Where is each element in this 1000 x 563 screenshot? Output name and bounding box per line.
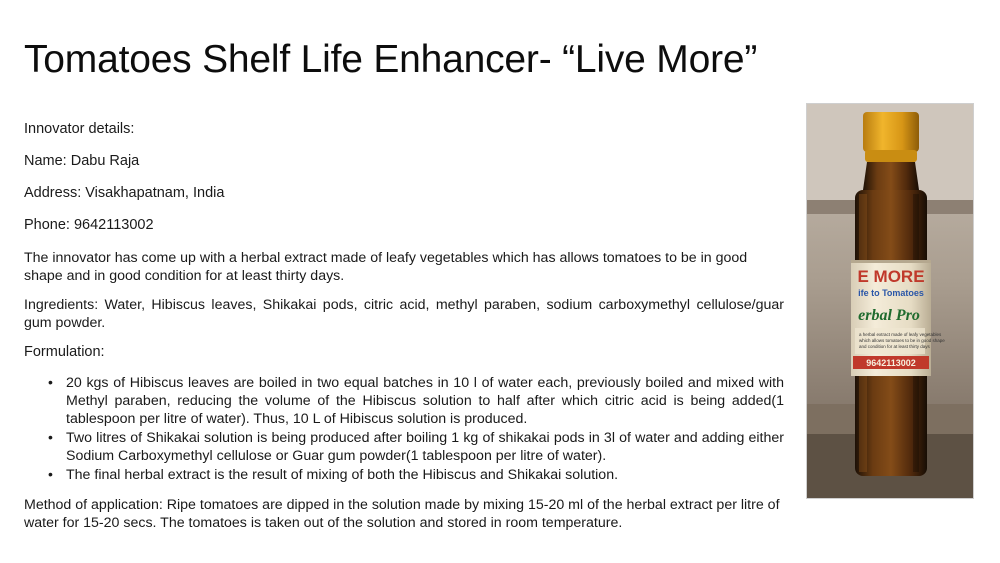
svg-text:a herbal extract made of leafy: a herbal extract made of leafy vegetables xyxy=(859,332,942,337)
svg-text:which allows tomatoes to be in: which allows tomatoes to be in good shape xyxy=(859,338,945,343)
content-column xyxy=(24,120,784,543)
page-title: Tomatoes Shelf Life Enhancer- “Live More” xyxy=(24,38,758,81)
svg-text:E MORE: E MORE xyxy=(857,267,925,286)
bottle-photo-image xyxy=(807,104,973,498)
svg-text:9642113002: 9642113002 xyxy=(866,358,916,368)
summary-paragraph: The innovator has come up with a herbal extract made of leafy vegetables which has allows tomatoes to be in good shape and in good condition for at least thirty days. xyxy=(24,249,748,284)
list-item: • 20 kgs of Hibiscus leaves are boiled in two equal batches in 10 l of water each, previously boiled and mixed with Methyl paraben, reducing the volume of the Hibiscus solution to half after which citric acid is being added(1 tablespoon per litre of water). Thus, 10 L of Hibiscus solution is produced. xyxy=(24,375,784,429)
innovator-address: Address: Visakhapatnam, India xyxy=(24,185,225,202)
list-item: • The final herbal extract is the result of mixing of both the Hibiscus and Shikakai solution. xyxy=(24,467,784,485)
method-of-application-paragraph: Method of application: Ripe tomatoes are dipped in the solution made by mixing 15-20 ml of the herbal extract per litre of water for 15-20 secs. The tomatoes is taken out of the solution and stored in room temperature. xyxy=(24,496,780,531)
svg-text:erbal Pro: erbal Pro xyxy=(858,307,920,324)
innovator-name: Name: Dabu Raja xyxy=(24,153,140,170)
bottle-photo xyxy=(806,103,974,499)
innovator-details-heading: Innovator details: xyxy=(24,121,135,137)
list-item: • Two litres of Shikakai solution is being produced after boiling 1 kg of shikakai pods in 3l of water and adding either Sodium Carboxymethyl cellulose or Guar gum powder(1 tablespoon per litre of water). xyxy=(24,430,784,466)
innovator-phone: Phone: 9642113002 xyxy=(24,217,154,234)
svg-text:ife to Tomatoes: ife to Tomatoes xyxy=(858,288,924,298)
formulation-bullet-list xyxy=(24,375,784,484)
ingredients-paragraph: Ingredients: Water, Hibiscus leaves, Shikakai pods, citric acid, methyl paraben, sodium carboxymethyl cellulose/guar gum powder. xyxy=(24,296,784,332)
svg-text:and condition for at least thi: and condition for at least thirty days xyxy=(859,344,930,349)
formulation-heading: Formulation: xyxy=(24,344,105,361)
